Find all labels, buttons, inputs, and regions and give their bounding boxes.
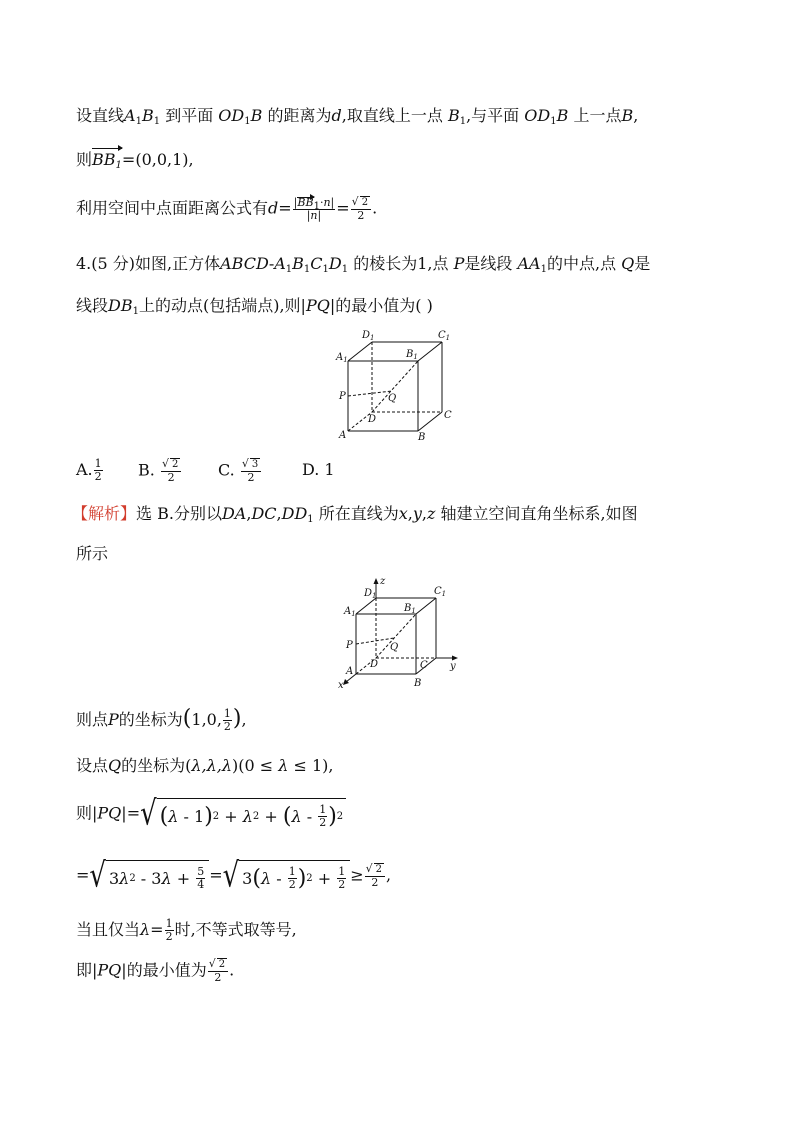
label-c: C — [444, 410, 452, 421]
solution-line-5: 则|PQ|= √ ( λ - 1 ) 2 + λ 2 + ( λ - $\frac{1}{2}$ ) 2 — [76, 798, 346, 830]
label-a: A — [339, 430, 347, 441]
label-q: Q — [388, 393, 397, 404]
option-b[interactable]: B. $\frac{√ 2}{2}$ — [138, 458, 182, 484]
label-b-b: B — [414, 678, 422, 689]
label-d-b: D — [370, 659, 379, 670]
label-c1: $C_1$ — [438, 330, 451, 342]
option-c[interactable]: C. $\frac{√ 3}{2}$ — [218, 458, 262, 484]
text-line-2: 则$BB_1=(0,0,1)$, — [76, 150, 194, 171]
label-c1-b: $C_1$ — [434, 586, 447, 598]
vector-bb1: $BB_1$ — [92, 150, 122, 171]
label-a1: $A_1$ — [336, 352, 348, 364]
label-d: D — [368, 414, 377, 425]
solution-line-8: 即|PQ|的最小值为 $\frac{√ 2}{2}$ . — [76, 957, 235, 984]
label-c-b: C — [420, 660, 428, 671]
label-p: P — [339, 391, 346, 402]
label-b1-b: $B_1$ — [404, 603, 416, 615]
label-d1-b: $D_1$ — [364, 588, 377, 600]
solution-line-3: 则点P的坐标为(1,0, $\frac{1}{2}$ ), — [76, 706, 247, 733]
solution-line-2: 所示 — [76, 544, 109, 563]
label-q-b: Q — [390, 642, 399, 653]
solution-tag: 【解析】 — [72, 504, 137, 523]
question-4-line-2: 线段$DB_1$上的动点(包括端点),则|PQ|的最小值为( ) — [76, 296, 433, 317]
option-a[interactable]: A. $\frac{1}{2}$ — [76, 457, 102, 483]
axis-y: y — [450, 661, 456, 672]
label-a1-b: $A_1$ — [344, 606, 356, 618]
axis-z: z — [380, 576, 386, 587]
text-line-3: 利用空间中点面距离公式有d= $\frac{|BB_1\cdot n|}{|n|}$ = $\frac{√ 2}{2}$ . — [76, 195, 378, 222]
solution-line-7: 当且仅当λ= $\frac{1}{2}$ 时,不等式取等号, — [76, 917, 297, 943]
solution-line-6: = √ 3 λ 2 - 3 λ + $\frac{5}{4}$ = √ 3 ( λ - $\frac{1}{2}$ ) 2 + $\frac{1}{2}$ ≥ $\frac{√ 2}{2}$ , — [76, 856, 392, 896]
distance-fraction: $\frac{|BB_1\cdot n|}{|n|}$ — [293, 195, 335, 222]
cube-figure — [334, 326, 464, 444]
question-4-line-1: 4.(5 分)如图,正方体ABCD-$A_1B_1C_1D_1$ 的棱长为1,点 P是线段 $AA_1$的中点,点 Q是 — [76, 254, 651, 275]
label-b1: $B_1$ — [406, 349, 418, 361]
cube-axes-figure — [334, 574, 464, 692]
solution-line-1: 【解析】选 B.分别以$DA,DC,DD_1$ 所在直线为x,y,z 轴建立空间直角坐标系,如图 — [72, 504, 638, 525]
label-d1: $D_1$ — [362, 330, 375, 342]
label-b: B — [418, 432, 426, 443]
label-p-b: P — [346, 640, 353, 651]
label-a-b: A — [346, 666, 354, 677]
text-line-1: 设直线$A_1B_1$ 到平面 $OD_1B$ 的距离为d,取直线上一点 $B_1$,与平面 $OD_1B$ 上一点B, — [76, 106, 639, 127]
solution-line-4: 设点Q的坐标为(λ,λ,λ)(0 ≤ λ ≤ 1), — [76, 756, 334, 775]
option-d[interactable]: D. 1 — [302, 460, 335, 479]
axis-x: x — [338, 680, 344, 691]
